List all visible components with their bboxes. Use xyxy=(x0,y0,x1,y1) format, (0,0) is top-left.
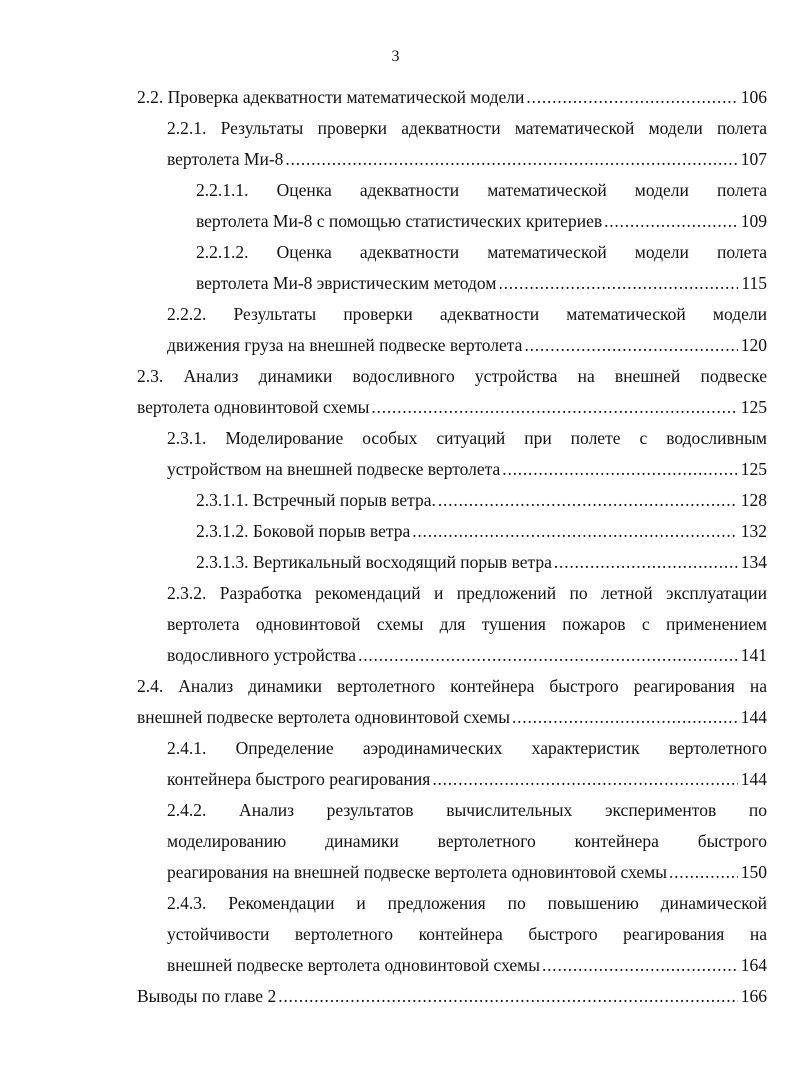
toc-leader-dots xyxy=(554,550,738,574)
toc-entry-title: 2.4.1. Определение аэродинамических характеристик вертолетного xyxy=(167,738,767,758)
toc-entry-title: 2.3.1.1. Встречный порыв ветра. xyxy=(196,490,436,510)
toc-leader-dots xyxy=(502,457,737,481)
toc-entry-title: реагирования на внешней подвеске вертолета одновинтовой схемы xyxy=(167,862,667,882)
toc-line xyxy=(167,643,767,667)
toc-entry-title: 2.2. Проверка адекватности математической модели xyxy=(137,87,525,107)
toc-entry-title: 2.3. Анализ динамики водосливного устройства на внешней подвеске xyxy=(137,366,767,386)
toc-leader-dots xyxy=(542,953,738,977)
toc-leader-dots xyxy=(526,85,737,109)
toc-entry-title: 2.4.3. Рекомендации и предложения по повышению динамической xyxy=(167,893,767,913)
toc-line xyxy=(196,271,767,295)
toc-entry-title: вертолета одновинтовой схемы xyxy=(137,397,370,417)
toc-entry-title: устройством на внешней подвеске вертолета xyxy=(167,459,501,479)
toc-entry-title: вертолета Ми-8 с помощью статистических критериев xyxy=(196,211,603,231)
toc-leader-dots xyxy=(669,860,738,884)
toc-leader-dots xyxy=(524,333,737,357)
toc-entry-title: 2.2.1. Результаты проверки адекватности математической модели полета xyxy=(167,118,767,138)
toc-leader-dots xyxy=(278,984,738,1008)
toc-page-number: 141 xyxy=(740,645,767,665)
toc-entry-title: вертолета Ми-8 xyxy=(167,149,284,169)
toc-entry-title: движения груза на внешней подвеске вертолета xyxy=(167,335,523,355)
toc-entry-title: 2.2.2. Результаты проверки адекватности математической модели xyxy=(167,304,767,324)
toc-entry-title: 2.2.1.2. Оценка адекватности математической модели полета xyxy=(196,242,767,262)
toc-line xyxy=(167,333,767,357)
toc-line xyxy=(196,488,767,512)
toc-page-number: 134 xyxy=(740,552,767,572)
toc-line xyxy=(196,519,767,543)
toc-line xyxy=(167,767,767,791)
toc-page-number: 109 xyxy=(740,211,767,231)
toc-page-number: 164 xyxy=(740,955,767,975)
toc-page-number: 144 xyxy=(740,707,767,727)
page-number: 3 xyxy=(391,48,400,65)
toc-entry-title: 2.3.1.3. Вертикальный восходящий порыв ветра xyxy=(196,552,552,572)
toc-leader-dots xyxy=(604,209,738,233)
toc-page-number: 144 xyxy=(740,769,767,789)
toc-leader-dots xyxy=(498,271,738,295)
toc-leader-dots xyxy=(358,643,738,667)
toc-leader-dots xyxy=(432,767,737,791)
toc-entry-title: моделированию динамики вертолетного контейнера быстрого xyxy=(167,831,767,851)
toc-entry-title: внешней подвеске вертолета одновинтовой схемы xyxy=(167,955,540,975)
toc-page-number: 125 xyxy=(740,397,767,417)
toc-entry-title: 2.4.2. Анализ результатов вычислительных экспериментов по xyxy=(167,800,767,820)
toc-page-number: 107 xyxy=(740,149,767,169)
toc-line xyxy=(196,550,767,574)
toc-leader-dots xyxy=(285,147,737,171)
toc-line xyxy=(137,395,767,419)
toc-page-number: 150 xyxy=(740,862,767,882)
toc-leader-dots xyxy=(512,705,738,729)
toc-page-number: 106 xyxy=(740,87,767,107)
toc-entry-title: контейнера быстрого реагирования xyxy=(167,769,431,789)
toc-leader-dots xyxy=(438,488,738,512)
toc-entry-title: внешней подвеске вертолета одновинтовой схемы xyxy=(137,707,510,727)
toc-entry-title: 2.4. Анализ динамики вертолетного контейнера быстрого реагирования на xyxy=(137,676,767,696)
toc-entry-title: устойчивости вертолетного контейнера быстрого реагирования на xyxy=(167,924,767,944)
toc-page-number: 115 xyxy=(741,273,767,293)
toc-line xyxy=(167,147,767,171)
toc-entry-title: вертолета одновинтовой схемы для тушения пожаров с применением xyxy=(167,614,767,634)
toc-leader-dots xyxy=(412,519,738,543)
toc-page-number: 120 xyxy=(740,335,767,355)
toc-line xyxy=(137,705,767,729)
toc-page-number: 125 xyxy=(740,459,767,479)
toc-line xyxy=(196,209,767,233)
toc-leader-dots xyxy=(371,395,737,419)
toc-entry-title: 2.3.1. Моделирование особых ситуаций при полете с водосливным xyxy=(167,428,767,448)
toc-line xyxy=(167,953,767,977)
toc-line xyxy=(137,984,767,1008)
toc-entry-title: 2.2.1.1. Оценка адекватности математической модели полета xyxy=(196,180,767,200)
toc-line xyxy=(167,860,767,884)
toc-entry-title: 2.3.2. Разработка рекомендаций и предложений по летной эксплуатации xyxy=(167,583,767,603)
toc-entry-title: вертолета Ми-8 эвристическим методом xyxy=(196,273,497,293)
toc-line xyxy=(137,85,767,109)
toc-line xyxy=(167,457,767,481)
toc-entry-title: 2.3.1.2. Боковой порыв ветра xyxy=(196,521,411,541)
toc-page-number: 166 xyxy=(740,986,767,1006)
toc-entry-title: Выводы по главе 2 xyxy=(137,986,277,1006)
toc-page-number: 128 xyxy=(740,490,767,510)
toc-page-number: 132 xyxy=(740,521,767,541)
toc-entry-title: водосливного устройства xyxy=(167,645,357,665)
